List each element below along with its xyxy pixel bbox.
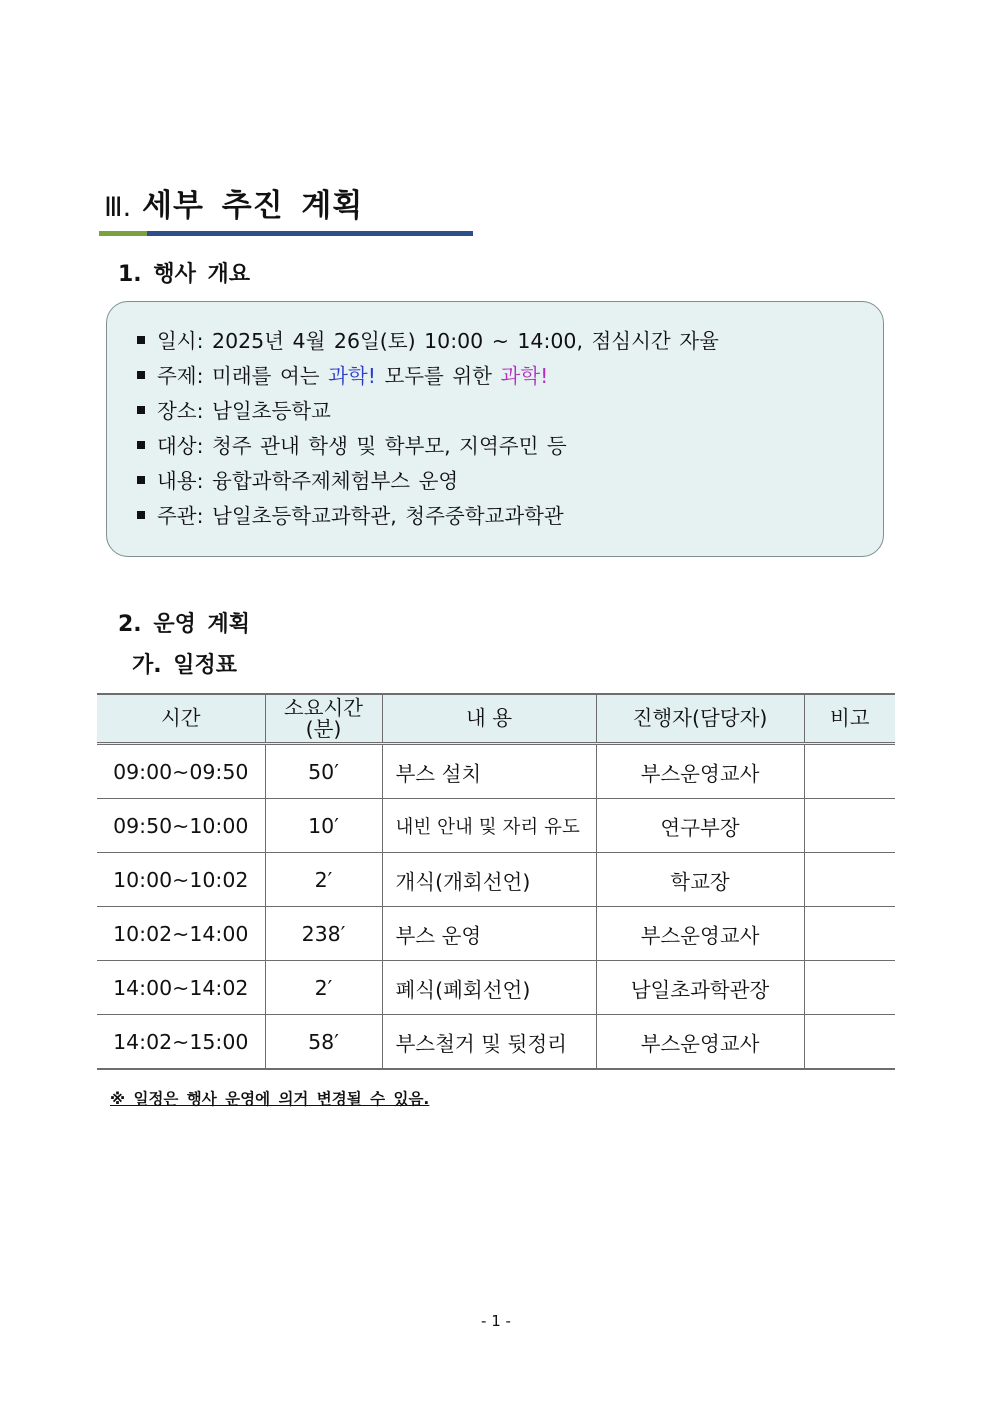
cell-duration: 58′	[265, 1015, 382, 1070]
cell-duration: 238′	[265, 907, 382, 961]
header-content: 내 용	[382, 694, 596, 744]
overview-item-audience	[137, 429, 719, 464]
header-duration-line2: (분)	[305, 716, 342, 741]
overview-label: 대상:	[157, 434, 204, 458]
square-bullet-icon	[137, 441, 145, 449]
overview-label: 내용:	[157, 469, 204, 493]
table-row	[97, 961, 895, 1015]
cell-note	[804, 1015, 895, 1070]
overview-list	[137, 324, 719, 534]
overview-label: 주관:	[157, 504, 204, 528]
title-underline	[99, 231, 473, 236]
header-duration-line1: 소요시간	[283, 695, 364, 720]
overview-value: 남일초등학교	[212, 399, 331, 423]
cell-duration: 2′	[265, 853, 382, 907]
cell-note	[804, 744, 895, 799]
cell-host: 남일초과학관장	[596, 961, 804, 1015]
section-roman-numeral: Ⅲ.	[104, 192, 132, 223]
cell-time: 10:02~14:00	[97, 907, 265, 961]
table-header-row	[97, 694, 895, 744]
overview-value: 청주 관내 학생 및 학부모, 지역주민 등	[212, 434, 567, 458]
overview-value: 남일초등학교과학관, 청주중학교과학관	[212, 504, 564, 528]
section-title	[104, 180, 363, 225]
square-bullet-icon	[137, 371, 145, 379]
cell-duration: 50′	[265, 744, 382, 799]
theme-text-mid: 모두를 위한	[375, 364, 501, 388]
overview-value: 2025년 4월 26일(토) 10:00 ~ 14:00, 점심시간 자율	[212, 329, 719, 353]
cell-time: 14:00~14:02	[97, 961, 265, 1015]
header-time: 시간	[97, 694, 265, 744]
table-row	[97, 853, 895, 907]
theme-highlight-blue: 과학!	[328, 364, 376, 388]
overview-item-organizer	[137, 499, 719, 534]
table-row	[97, 907, 895, 961]
schedule-subheading: 가. 일정표	[132, 653, 238, 678]
cell-content: 폐식(폐회선언)	[382, 961, 596, 1015]
cell-time: 09:00~09:50	[97, 744, 265, 799]
cell-host: 연구부장	[596, 799, 804, 853]
plan-heading: 2. 운영 계획	[118, 612, 250, 637]
overview-heading: 1. 행사 개요	[118, 262, 250, 287]
square-bullet-icon	[137, 511, 145, 519]
square-bullet-icon	[137, 336, 145, 344]
overview-item-date	[137, 324, 719, 359]
cell-time: 14:02~15:00	[97, 1015, 265, 1070]
overview-label: 장소:	[157, 399, 204, 423]
overview-label: 주제:	[157, 364, 204, 388]
cell-note	[804, 961, 895, 1015]
overview-item-content	[137, 464, 719, 499]
cell-content: 내빈 안내 및 자리 유도	[382, 799, 596, 853]
title-underline-accent	[99, 231, 147, 236]
theme-text-pre: 미래를 여는	[212, 364, 329, 388]
page-number: - 1 -	[481, 1312, 511, 1330]
schedule-table	[97, 693, 895, 1070]
table-row	[97, 744, 895, 799]
cell-time: 10:00~10:02	[97, 853, 265, 907]
schedule-footnote: ※ 일정은 행사 운영에 의거 변경될 수 있음.	[110, 1090, 430, 1108]
cell-content: 개식(개회선언)	[382, 853, 596, 907]
theme-highlight-purple: 과학!	[500, 364, 549, 388]
square-bullet-icon	[137, 476, 145, 484]
cell-content: 부스 설치	[382, 744, 596, 799]
cell-note	[804, 799, 895, 853]
cell-note	[804, 853, 895, 907]
cell-duration: 10′	[265, 799, 382, 853]
overview-box	[106, 301, 884, 557]
overview-item-theme	[137, 359, 719, 394]
cell-host: 부스운영교사	[596, 744, 804, 799]
overview-item-venue	[137, 394, 719, 429]
table-row	[97, 1015, 895, 1070]
section-title-text: 세부 추진 계획	[142, 188, 364, 224]
cell-time: 09:50~10:00	[97, 799, 265, 853]
cell-content: 부스철거 및 뒷정리	[382, 1015, 596, 1070]
cell-duration: 2′	[265, 961, 382, 1015]
cell-host: 학교장	[596, 853, 804, 907]
header-host: 진행자(담당자)	[596, 694, 804, 744]
table-row	[97, 799, 895, 853]
header-duration	[265, 694, 382, 744]
header-note: 비고	[804, 694, 895, 744]
overview-value: 융합과학주제체험부스 운영	[212, 469, 459, 493]
title-underline-main	[147, 231, 473, 236]
cell-note	[804, 907, 895, 961]
overview-label: 일시:	[157, 329, 204, 353]
cell-host: 부스운영교사	[596, 1015, 804, 1070]
square-bullet-icon	[137, 406, 145, 414]
cell-host: 부스운영교사	[596, 907, 804, 961]
cell-content: 부스 운영	[382, 907, 596, 961]
